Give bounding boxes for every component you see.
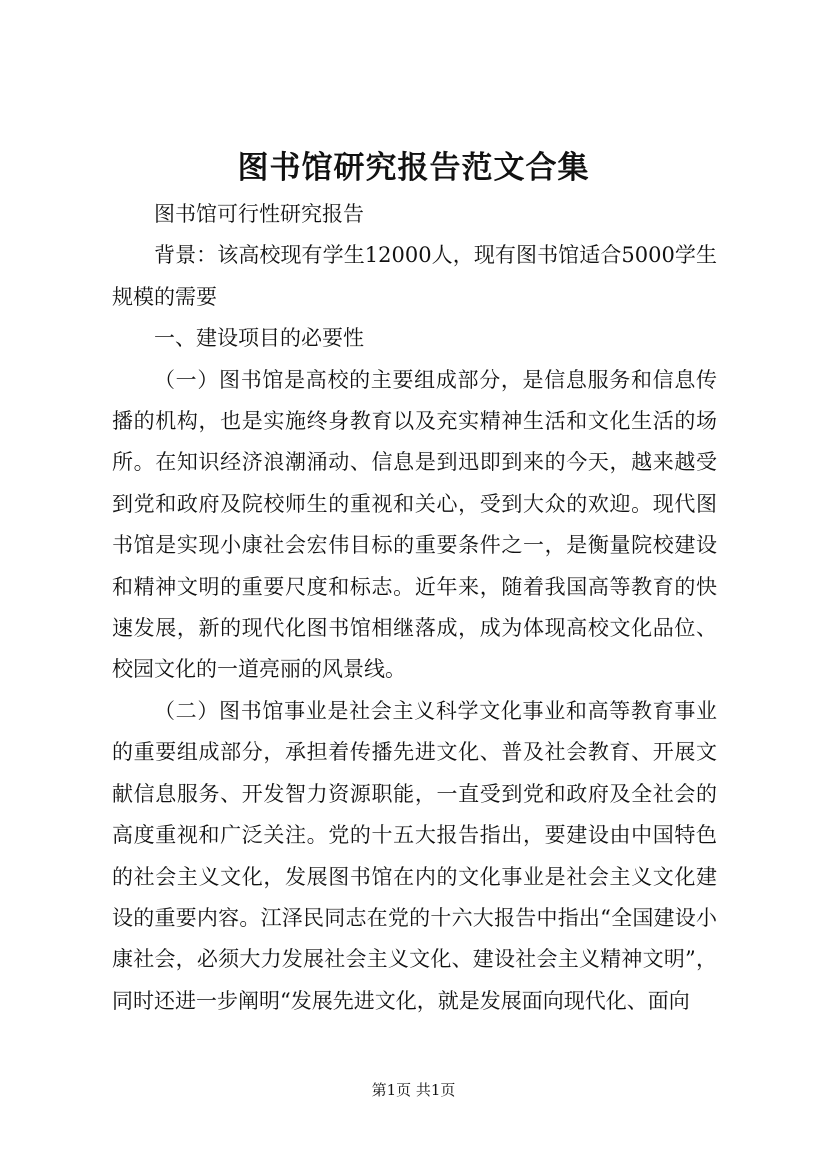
paragraph-background: 背景：该高校现有学生12000人，现有图书馆适合5000学生规模的需要 xyxy=(112,243,717,309)
page-footer: 第1页 共1页 xyxy=(371,1081,456,1099)
paragraph-one: （一）图书馆是高校的主要组成部分，是信息服务和信息传播的机构，也是实施终身教育以及充实精神生活和文化生活的场所。在知识经济浪潮涌动、信息是到迅即到来的今天，越来越受到党和政府及院校师生的重视和关心，受到大众的欢迎。现代图书馆是实现小康社会宏伟目标的重要条件之一，是衡量院校建设和精神文明的重要尺度和标志。近年来，随着我国高等教育的快速发展，新的现代化图书馆相继落成，成为体现高校文化品位、校园文化的一道亮丽的风景线。 xyxy=(112,367,717,682)
document-title: 图书馆研究报告范文合集 xyxy=(237,150,590,186)
paragraph-subtitle: 图书馆可行性研究报告 xyxy=(154,202,364,226)
document-body xyxy=(112,194,717,1022)
section-heading: 一、建设项目的必要性 xyxy=(154,326,364,351)
paragraph-two: （二）图书馆事业是社会主义科学文化事业和高等教育事业的重要组成部分，承担着传播先进文化、普及社会教育、开展文献信息服务、开发智力资源职能，一直受到党和政府及全社会的高度重视和广泛关注。党的十五大报告指出，要建设由中国特色的社会主义文化，发展图书馆在内的文化事业是社会主义文化建设的重要内容。江泽民同志在党的十六大报告中指出“全国建设小康社会，必须大力发展社会主义文化、建设社会主义精神文明”，同时还进一步阐明“发展先进文化，就是发展面向现代化、面向 xyxy=(112,698,717,1013)
